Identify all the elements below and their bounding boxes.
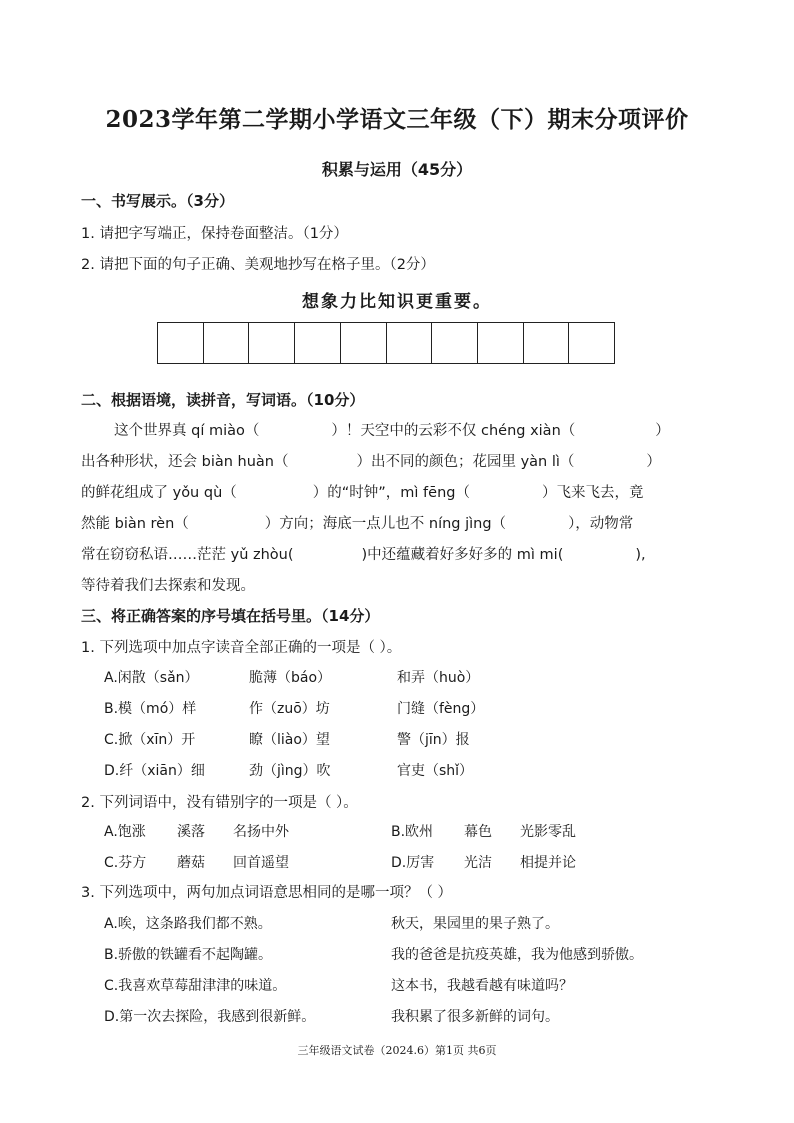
copy-sentence: 想象力比知识更重要。 (302, 292, 492, 312)
option-b-1: B.模（mó）样 (104, 701, 197, 717)
q3-option-c-right: 这本书，我越看越有味道吗？ (391, 978, 573, 994)
grid-cell[interactable] (569, 323, 614, 363)
exam-subtitle: 积累与运用（45分） (321, 160, 473, 179)
passage-line-2 (81, 450, 689, 471)
q2-option-c-word-3: 回首遥望 (233, 855, 289, 871)
passage-text: 的鲜花组成了 yǒu qù（ (81, 485, 237, 501)
q2-option-a-word-1: A.饱涨 (104, 824, 146, 840)
q2-option-b-word-3: 光影零乱 (520, 824, 576, 840)
passage-text: ）！天空中的云彩不仅 chéng xiàn（ (331, 423, 576, 439)
passage-text: ), (635, 547, 646, 563)
option-a-1: A.闲散（sǎn） (104, 670, 199, 686)
page-footer: 三年级语文试卷（2024.6）第1页 共6页 (297, 1044, 497, 1057)
option-d-3: 官吏（shǐ） (397, 763, 474, 779)
writing-grid[interactable] (157, 322, 615, 364)
option-b-2: 作（zuō）坊 (249, 701, 330, 717)
question-1-1: 1. 请把字写端正，保持卷面整洁。（1分） (81, 226, 348, 242)
section-3-heading: 三、将正确答案的序号填在括号里。（14分） (81, 607, 380, 625)
passage-line-6: 等待着我们去探索和发现。 (81, 578, 255, 594)
passage-text: ），动物常 (568, 516, 634, 532)
q2-option-d-word-1: D.厉害 (391, 855, 435, 871)
option-c-2: 瞭（liào）望 (249, 732, 330, 748)
passage-text: 常在窃窃私语……茫茫 yǔ zhòu( (81, 547, 294, 563)
option-a-3: 和弄（huò） (397, 670, 480, 686)
section-1-heading: 一、书写展示。（3分） (81, 192, 234, 210)
passage-line-5 (81, 543, 689, 564)
q3-option-c-left: C.我喜欢草莓甜津津的味道。 (104, 978, 287, 994)
option-b-3: 门缝（fèng） (397, 701, 485, 717)
grid-cell[interactable] (341, 323, 387, 363)
grid-cell[interactable] (432, 323, 478, 363)
q2-option-c-word-2: 蘑菇 (177, 855, 205, 871)
q3-option-a-left: A.唉，这条路我们都不熟。 (104, 916, 272, 932)
option-c-3: 警（jīn）报 (397, 732, 470, 748)
passage-text: ）飞来飞去，竟 (541, 485, 644, 501)
grid-cell[interactable] (295, 323, 341, 363)
q3-option-d-left: D.第一次去探险，我感到很新鲜。 (104, 1009, 316, 1025)
section-2-heading: 二、根据语境，读拼音，写词语。（10分） (81, 391, 365, 409)
grid-cell[interactable] (249, 323, 295, 363)
passage-text: ） (655, 423, 670, 439)
option-d-2: 劲（jìng）吹 (249, 763, 331, 779)
passage-text: ） (646, 454, 661, 470)
passage-text: 这个世界真 qí miào（ (114, 423, 260, 439)
passage-line-1 (114, 419, 722, 440)
option-c-1: C.掀（xīn）开 (104, 732, 196, 748)
passage-text: ）方向；海底一点儿也不 níng jìng（ (264, 516, 507, 532)
passage-text: 然能 biàn rèn（ (81, 516, 189, 532)
q3-option-a-right: 秋天，果园里的果子熟了。 (391, 916, 559, 932)
passage-line-4 (81, 512, 689, 533)
passage-text: 出各种形状，还会 biàn huàn（ (81, 454, 289, 470)
grid-cell[interactable] (204, 323, 250, 363)
q3-option-b-left: B.骄傲的铁罐看不起陶罐。 (104, 947, 273, 963)
passage-text: ）的“时钟”，mì fēng（ (312, 485, 470, 501)
q2-option-b-word-1: B.欧州 (391, 824, 434, 840)
grid-cell[interactable] (478, 323, 524, 363)
q2-option-c-word-1: C.芬方 (104, 855, 147, 871)
question-3-3: 3. 下列选项中，两句加点词语意思相同的是哪一项？（ ） (81, 885, 453, 901)
q3-option-d-right: 我积累了很多新鲜的词句。 (391, 1009, 559, 1025)
passage-line-3 (81, 481, 689, 502)
q3-option-b-right: 我的爸爸是抗疫英雄，我为他感到骄傲。 (391, 947, 643, 963)
option-d-1: D.纤（xiān）细 (104, 763, 205, 779)
option-a-2: 脆薄（báo） (249, 670, 332, 686)
question-1-2: 2. 请把下面的句子正确、美观地抄写在格子里。（2分） (81, 257, 435, 273)
passage-text: ）出不同的颜色；花园里 yàn lì（ (356, 454, 575, 470)
q2-option-a-word-3: 名扬中外 (233, 824, 289, 840)
exam-title: 2023学年第二学期小学语文三年级（下）期末分项评价 (105, 106, 689, 133)
passage-text: )中还蕴藏着好多好多的 mì mi( (361, 547, 564, 563)
q2-option-b-word-2: 幕色 (464, 824, 492, 840)
grid-cell[interactable] (387, 323, 433, 363)
question-3-1: 1. 下列选项中加点字读音全部正确的一项是（ ）。 (81, 640, 402, 656)
q2-option-d-word-2: 光洁 (464, 855, 492, 871)
q2-option-d-word-3: 相提并论 (520, 855, 576, 871)
q2-option-a-word-2: 溪落 (177, 824, 205, 840)
question-3-2: 2. 下列词语中，没有错别字的一项是（ ）。 (81, 795, 358, 811)
grid-cell[interactable] (524, 323, 570, 363)
grid-cell[interactable] (158, 323, 204, 363)
